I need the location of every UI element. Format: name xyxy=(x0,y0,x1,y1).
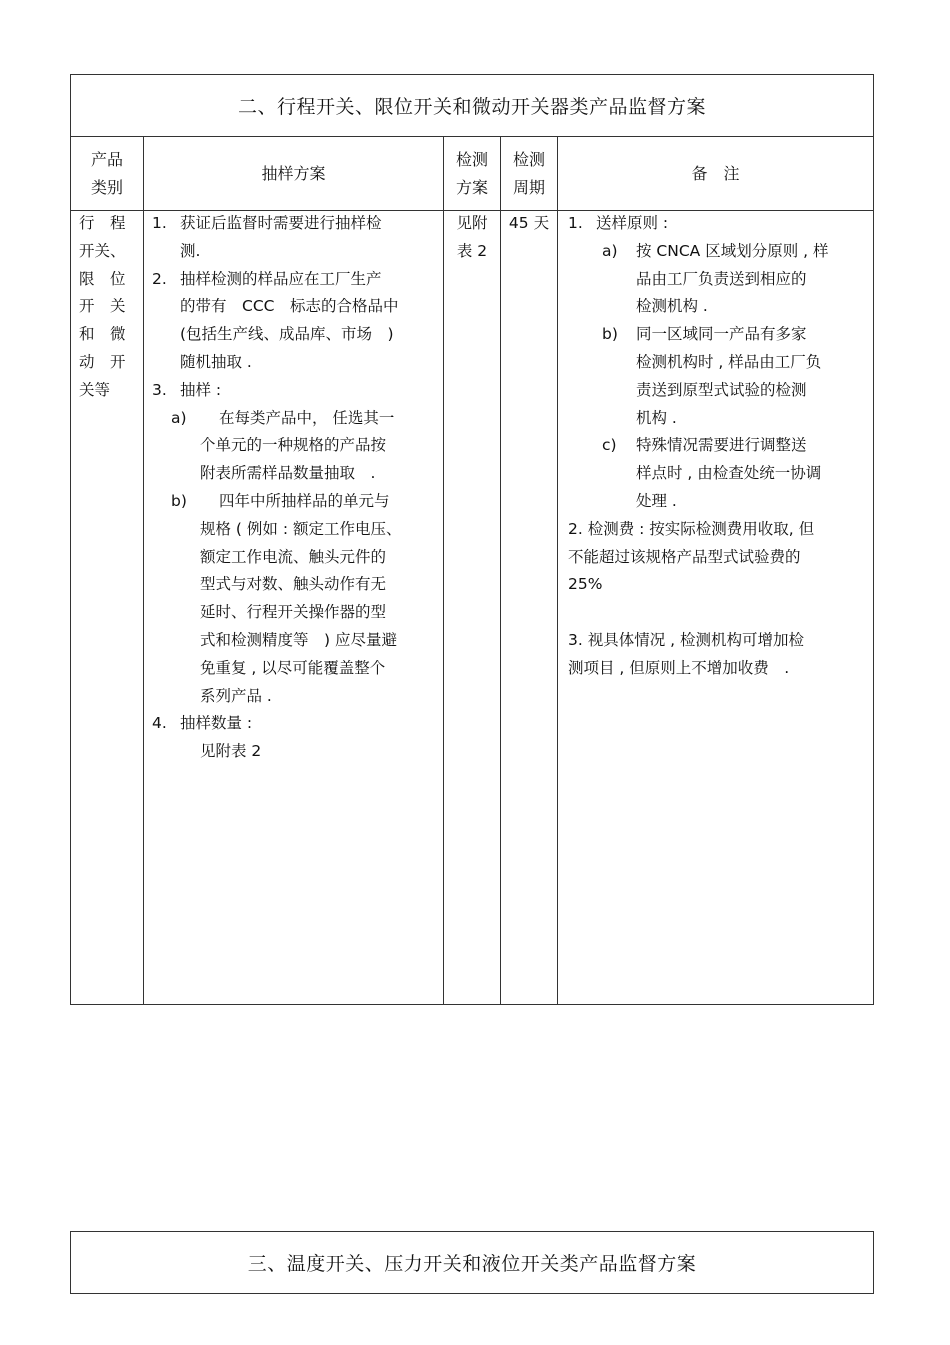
cell-testing-cycle: 45 天 xyxy=(508,214,550,232)
cell-testing-plan: 见附 表 2 xyxy=(456,214,488,260)
cell-remarks: 1. 送样原则 : a) 按 CNCA 区域划分原则 , 样 品由工厂负责送到相应的 检测机构 . b) 同一区域同一产品有多家 检测机构时 , 样品由工厂负 责送到原型式试验的检测 机构 . c) 特殊情况需要进行调整送 样点时 , 由检查处统一协调 处理 . 2. 检测费 : 按实际检测费用收取, 但 不能超过该规格产品型式试验费的 25% 3. 视具体情况 , 检测机构可增加检 测项目 , 但原则上不增加收费 . xyxy=(568,214,829,677)
header-testing-cycle: 检测 周期 xyxy=(512,149,545,197)
header-testing-plan: 检测 方案 xyxy=(455,149,488,197)
col-divider-2 xyxy=(443,136,444,1005)
table-title-temperature-switches: 三、温度开关、压力开关和液位开关类产品监督方案 xyxy=(70,1231,874,1294)
header-remarks: 备 注 xyxy=(691,163,740,183)
col-divider-1 xyxy=(143,136,144,1005)
col-divider-4 xyxy=(557,136,558,1005)
col-divider-3 xyxy=(500,136,501,1005)
header-sampling-plan: 抽样方案 xyxy=(261,163,326,183)
table-title: 二、行程开关、限位开关和微动开关器类产品监督方案 xyxy=(237,96,706,118)
cell-product-category: 行 程 开关、 限 位 开 关 和 微 动 开 关等 xyxy=(79,214,126,399)
cell-sampling-plan: 1. 获证后监督时需要进行抽样检 测. 2. 抽样检测的样品应在工厂生产 的带有 CCC 标志的合格品中 (包括生产线、成品库、市场 ) 随机抽取 . 3. 抽样 : a) 在每类产品中， 任选其一 个单元的一种规格的产品按 附表所需样品数量抽取 . b) 四年中所抽样品的单元与 规格 ( 例如 : 额定工作电压、 额定工作电流、触头元件的 型式与对数、触头动作有无 延时、行程开关操作器的型 式和检测精度等 ) 应尽量避 免重复 , 以尽可能覆盖整个 系列产品 . 4. 抽样数量 : 见附表 2 xyxy=(152,214,402,761)
header-product-category: 产品 类别 xyxy=(90,149,123,197)
